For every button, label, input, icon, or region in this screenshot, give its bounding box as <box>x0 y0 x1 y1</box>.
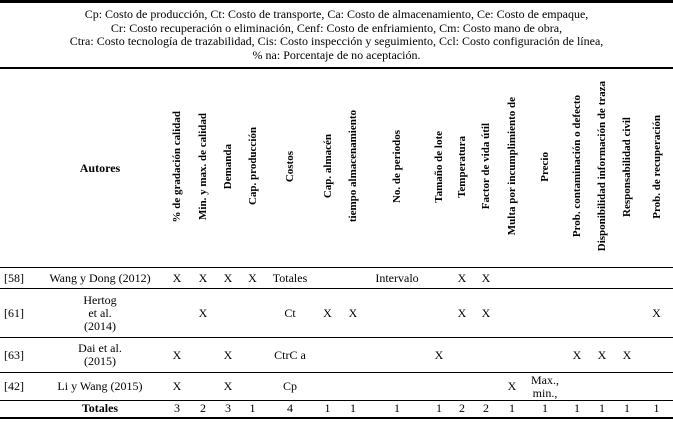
value-cell: X <box>315 289 340 338</box>
totals-value: 4 <box>265 401 315 418</box>
rotated-column-label: Costos <box>284 150 296 183</box>
totals-value: 1 <box>526 401 564 418</box>
value-cell <box>564 268 590 289</box>
rotated-column-label: Disponibilidad información de traza <box>596 81 608 252</box>
autores-line: (2015) <box>84 354 116 368</box>
autores-line: et al. <box>88 305 112 320</box>
rotated-column-label: Min. y max. de calidad <box>197 113 209 220</box>
value-cell <box>366 289 428 338</box>
autores-line: Hertog <box>83 292 117 307</box>
totals-value: 1 <box>366 401 428 418</box>
value-cell <box>498 268 526 289</box>
comparison-table <box>0 67 673 419</box>
value-cell: X <box>190 268 216 289</box>
value-cell: X <box>164 268 190 289</box>
rotated-column-header <box>164 68 190 268</box>
totals-value: 1 <box>315 401 340 418</box>
value-cell <box>450 373 474 401</box>
totals-value: 1 <box>428 401 450 418</box>
value-cell: X <box>498 373 526 401</box>
value-cell <box>428 289 450 338</box>
value-cell <box>315 268 340 289</box>
autores-column-header: Autores <box>79 160 121 175</box>
autores-cell <box>36 373 164 401</box>
totals-ref-blank <box>0 401 36 418</box>
value-cell <box>498 289 526 338</box>
value-cell: Max., min., <box>526 373 564 401</box>
value-cell <box>640 268 673 289</box>
value-cell <box>340 373 366 401</box>
value-cell <box>526 268 564 289</box>
value-cell <box>526 289 564 338</box>
rotated-column-header <box>240 68 265 268</box>
value-cell <box>474 373 498 401</box>
totals-value: 3 <box>216 401 240 418</box>
totals-value: 2 <box>190 401 216 418</box>
value-cell <box>366 373 428 401</box>
rotated-column-label: Demanda <box>222 143 234 190</box>
rotated-column-header <box>498 68 526 268</box>
value-cell <box>240 289 265 338</box>
value-cell: X <box>474 268 498 289</box>
value-cell: X <box>564 338 590 373</box>
rotated-column-header <box>450 68 474 268</box>
value-cell <box>240 373 265 401</box>
value-cell: X <box>590 338 614 373</box>
rotated-column-label: Multa por incumplimiento de <box>506 97 518 236</box>
value-cell <box>614 373 640 401</box>
totals-value: 1 <box>590 401 614 418</box>
value-cell: Cp <box>265 373 315 401</box>
abbreviation-line: Cp: Costo de producción, Ct: Costo de transporte, Ca: Costo de almacenamiento, Ce: Costo de empaque, <box>84 7 589 21</box>
value-cell: X <box>240 268 265 289</box>
rotated-column-header <box>428 68 450 268</box>
abbreviation-line: % na: Porcentaje de no aceptación. <box>252 47 421 62</box>
value-cell: X <box>428 338 450 373</box>
rotated-column-label: % de gradación calidad <box>171 110 183 223</box>
rotated-column-label: Cap. almacén <box>321 134 334 199</box>
table-row <box>0 338 673 373</box>
rotated-column-label: No. de periodos <box>391 129 403 204</box>
value-cell <box>590 373 614 401</box>
rotated-column-label: Prob. de recuperación <box>650 114 663 219</box>
totals-value: 1 <box>240 401 265 418</box>
rotated-column-header <box>614 68 640 268</box>
rotated-column-header <box>474 68 498 268</box>
value-cell <box>498 338 526 373</box>
value-cell: X <box>216 268 240 289</box>
ref-cell: [61] <box>0 289 36 338</box>
value-cell <box>614 268 640 289</box>
totals-value: 1 <box>340 401 366 418</box>
totals-value: 1 <box>498 401 526 418</box>
value-cell <box>450 338 474 373</box>
ref-cell: [58] <box>0 268 36 289</box>
value-cell <box>640 373 673 401</box>
rotated-column-header <box>526 68 564 268</box>
value-cell <box>428 268 450 289</box>
value-cell: X <box>450 289 474 338</box>
rotated-column-label: Cap. producción <box>246 127 259 206</box>
autores-cell <box>36 338 164 373</box>
value-cell: CtrC a <box>265 338 315 373</box>
rotated-column-header <box>315 68 340 268</box>
value-cell: X <box>450 268 474 289</box>
value-cell <box>190 338 216 373</box>
value-cell <box>216 289 240 338</box>
ref-cell: [63] <box>0 338 36 373</box>
value-cell <box>614 289 640 338</box>
header-row <box>0 68 673 268</box>
rotated-column-header <box>366 68 428 268</box>
value-cell: X <box>614 338 640 373</box>
rotated-column-label: Tamaño de lote <box>433 130 445 203</box>
value-cell <box>564 373 590 401</box>
table-row <box>0 268 673 289</box>
table-row <box>0 373 673 401</box>
value-cell <box>315 373 340 401</box>
value-cell <box>366 338 428 373</box>
value-cell: X <box>340 289 366 338</box>
value-cell: X <box>216 373 240 401</box>
rotated-column-label: Temperatura <box>456 135 468 198</box>
value-cell <box>590 268 614 289</box>
rotated-column-label: tiempo almacenamiento <box>347 110 359 223</box>
totals-row <box>0 401 673 418</box>
totals-value: 2 <box>474 401 498 418</box>
value-cell: X <box>190 289 216 338</box>
totals-value: 1 <box>640 401 673 418</box>
value-cell: X <box>164 338 190 373</box>
totals-value: 1 <box>614 401 640 418</box>
value-cell: X <box>164 373 190 401</box>
value-cell: Ct <box>265 289 315 338</box>
value-cell <box>340 338 366 373</box>
value-cell: Totales <box>265 268 315 289</box>
autores-line: Li y Wang (2015) <box>57 379 143 393</box>
value-cell <box>474 338 498 373</box>
value-cell: X <box>474 289 498 338</box>
rotated-column-header <box>590 68 614 268</box>
rotated-column-label: Precio <box>539 151 551 182</box>
value-cell <box>640 338 673 373</box>
rotated-column-header <box>216 68 240 268</box>
value-cell <box>564 289 590 338</box>
abbreviation-line: Cr: Costo recuperación o eliminación, Cenf: Costo de enfriamiento, Cm: Costo mano de obra, <box>110 20 563 35</box>
value-cell <box>590 289 614 338</box>
value-cell <box>315 338 340 373</box>
value-cell <box>190 373 216 401</box>
table-body <box>0 268 673 418</box>
rotated-column-label: Factor de vida útil <box>480 123 492 210</box>
autores-line: Wang y Dong (2012) <box>49 270 151 285</box>
value-cell <box>340 268 366 289</box>
value-cell: X <box>216 338 240 373</box>
rotated-column-header <box>564 68 590 268</box>
abbreviations-block <box>0 3 673 67</box>
rotated-column-header <box>340 68 366 268</box>
totals-label: Totales <box>36 401 164 418</box>
value-cell <box>428 373 450 401</box>
value-cell <box>164 289 190 338</box>
autores-cell <box>36 289 164 338</box>
value-cell: X <box>640 289 673 338</box>
rotated-column-header <box>190 68 216 268</box>
rotated-column-label: Prob. contaminación o defecto <box>571 95 583 238</box>
totals-value: 1 <box>564 401 590 418</box>
abbreviation-line: Ctra: Costo tecnología de trazabilidad, Cis: Costo inspección y seguimiento, Ccl: Costo configuración de línea, <box>69 34 604 48</box>
totals-value: 2 <box>450 401 474 418</box>
ref-column-header <box>0 68 36 268</box>
ref-cell: [42] <box>0 373 36 401</box>
autores-line: Dai et al. <box>78 341 122 355</box>
value-cell <box>240 338 265 373</box>
rotated-column-header <box>265 68 315 268</box>
table-row <box>0 289 673 338</box>
rotated-column-label: Responsabilidad civil <box>621 116 633 217</box>
table-header <box>0 68 673 268</box>
value-cell: Intervalo <box>366 268 428 289</box>
value-cell <box>526 338 564 373</box>
autores-line: (2014) <box>84 318 116 333</box>
totals-value: 3 <box>164 401 190 418</box>
rotated-column-header <box>640 68 673 268</box>
autores-cell <box>36 268 164 289</box>
